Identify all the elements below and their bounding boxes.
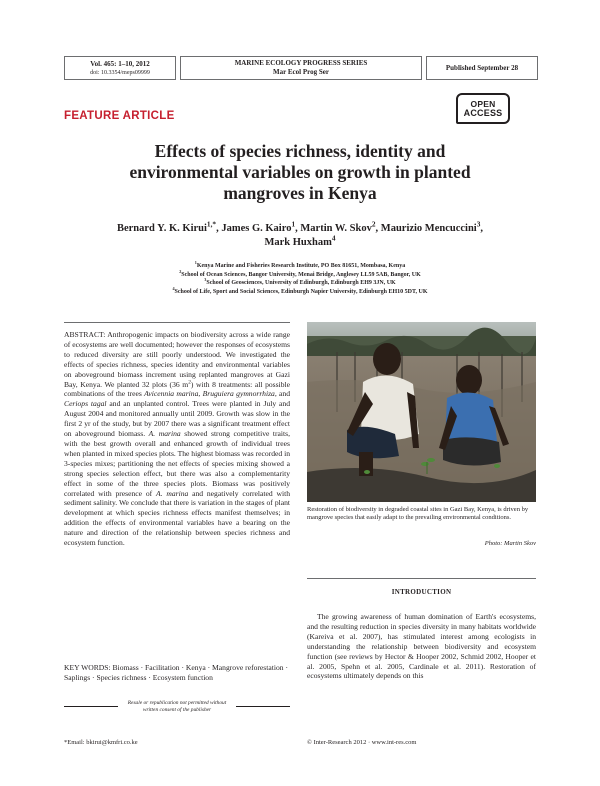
journal-name: MARINE ECOLOGY PROGRESS SERIES [234, 59, 368, 67]
keywords [64, 663, 290, 683]
affiliation-text: Kenya Marine and Fisheries Research Institute, PO Box 81651, Mombasa, Kenya [196, 263, 406, 269]
affiliation-text: School of Life, Sport and Social Sciences, Edinburgh Napier University, Edinburgh EH10 5DT, UK [174, 288, 428, 295]
abstract-top-rule [64, 322, 290, 323]
affiliation-item [64, 262, 536, 271]
abstract-text: , and [274, 389, 291, 399]
open-access-line2: ACCESS [463, 107, 503, 118]
affiliation-text: School of Ocean Sciences, Bangor University, Menai Bridge, Anglesey LL59 5AB, Bangor, UK [181, 271, 421, 278]
affiliation-text: School of Geosciences, University of Edinburgh, Edinburgh EH9 3JN, UK [206, 280, 396, 286]
affiliation-list [64, 262, 536, 296]
species-name: A. marina [156, 488, 189, 498]
abstract-text: ) with 8 treatments: all possible combinations of the trees [64, 379, 290, 399]
abstract-text: ABSTRACT: Anthropogenic impacts on biodiversity across a wide range of ecosystems are well documented; however the responses of ecosystems to reduced diversity are still poorly understood. We investigated the effects of species richness, species identity and environmental variables on aboveground biomass increment using replanted mangroves at Gazi Bay, Kenya. We planted 32 plots (36 m [64, 330, 290, 389]
title-line: environmental variables on growth in planted [129, 162, 471, 182]
author-affiliation-mark: 2 [371, 219, 376, 229]
author-name: Martin W. Skov [300, 223, 372, 234]
open-access-badge [456, 93, 510, 124]
abstract [64, 330, 290, 548]
abstract-text: showed strong competitive traits, with the best growth overall and enhanced growth of individual trees when planted in mixed species plots. The highest biomass was recorded in 3-species mixes; partitioning the net effects of species mixing showed a strong species selection effect, but there was also a complementarity effect in some of the three species plots. Biomass was positively correlated with presence of [64, 429, 290, 498]
published-date: Published September 28 [445, 63, 519, 72]
author-affiliation-mark: 3 [476, 219, 481, 229]
abstract-text: and an unplanted control. Trees were planted in July and August 2004 and monitored annually until 2009. Growth was slow in the first 2 yr of the study, but by 2007 there was a significant treatment effect on aboveground biomass. [64, 399, 290, 439]
introduction-paragraph: The growing awareness of human domination of Earth's ecosystems, and the resulting reduction in species diversity in many habitats worldwide (Kareiva et al. 2007), has stimulated interest among ecologists in understanding the relationship between biodiversity and ecosystem function (see reviews by Hector & Hooper 2002, Schmid 2002, Hooper et al. 2005, Spehn et al. 2005, Cardinale et al. 2011). Restoration of ecosystems ultimately depends on this [307, 612, 536, 681]
affiliation-item [64, 268, 536, 280]
affiliation-number: 2 [179, 268, 182, 274]
author-name: James G. Kairo [221, 223, 292, 234]
field-photo [307, 322, 536, 502]
affiliation-number: 3 [204, 277, 207, 282]
species-name: A. marina [148, 429, 181, 439]
republication-notice [118, 700, 236, 714]
journal-abbrev: Mar Ecol Prog Ser [273, 68, 329, 76]
journal-box [180, 56, 422, 80]
abstract-superscript: 2 [188, 379, 191, 385]
author-list: Bernard Y. K. Kirui$^{1,*}$, James G. Kairo$^1$, Martin W. Skov$^2$, Maurizio Mencuccini$^3$, Mark Huxham$^4$ [116, 219, 484, 248]
affiliation-item [64, 279, 536, 288]
intro-top-rule [307, 578, 536, 579]
author-name: Mark Huxham [264, 236, 332, 248]
corresponding-email[interactable]: *Email: bkirui@kmfri.co.ke [64, 739, 138, 746]
article-title [64, 141, 536, 204]
affiliation-number: 1 [194, 260, 197, 265]
species-name: Ceriops tagal [64, 399, 107, 409]
introduction-heading: INTRODUCTION [391, 588, 452, 596]
title-line: Effects of species richness, identity and [154, 141, 446, 161]
photo-credit: Photo: Martin Skov [484, 540, 536, 547]
species-name: Avicennia marina [144, 389, 199, 399]
open-access-line1: OPEN [470, 98, 496, 109]
author-affiliation-mark: 1 [291, 219, 296, 229]
copyright-notice: © Inter-Research 2012 · www.int-res.com [307, 739, 417, 746]
introduction-body [307, 612, 536, 681]
affiliation-number: 4 [172, 285, 175, 291]
title-line: mangroves in Kenya [223, 183, 377, 203]
author-affiliation-mark: 4 [331, 233, 336, 242]
volume-info: Vol. 465: 1–10, 2012 [90, 59, 150, 68]
figure-caption: Restoration of biodiversity in degraded coastal sites in Gazi Bay, Kenya, is driven by mangrove species that easily adapt to the prevailing environmental conditions. [307, 506, 529, 522]
republication-line: written consent of the publisher [142, 707, 212, 713]
affiliation-item [64, 285, 536, 297]
abstract-text: , [198, 389, 203, 399]
republication-line: Resale or republication not permitted without [127, 700, 227, 706]
published-box [426, 56, 538, 80]
doi[interactable]: doi: 10.3354/meps09999 [90, 69, 150, 76]
keywords-text: KEY WORDS: Biomass · Facilitation · Kenya · Mangrove reforestation · Saplings · Species richness · Ecosystem function [64, 663, 288, 682]
author-name: Bernard Y. K. Kirui [116, 223, 207, 234]
feature-article-label: FEATURE ARTICLE [64, 110, 175, 122]
volume-box [64, 56, 176, 80]
abstract-text: and negatively correlated with sediment salinity. We conclude that there is variation in the stages of plant development at which species richness effects manifest themselves; in addition the effects of environmental variables have a bearing on the nature and direction of the relationship between species richness and ecosystem function. [64, 488, 290, 548]
species-name: Bruguiera gymnorrhiza [202, 389, 275, 399]
author-name: Maurizio Mencuccini [380, 223, 477, 234]
author-affiliation-mark: 1,* [206, 219, 217, 229]
